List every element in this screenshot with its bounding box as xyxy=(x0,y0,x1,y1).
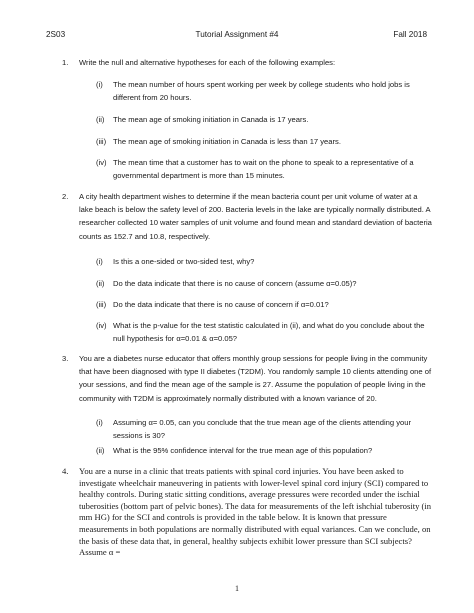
question-number: 1. xyxy=(62,58,69,67)
question-1 xyxy=(62,56,432,69)
part-text: Assuming α= 0.05, can you conclude that the true mean age of the clients attending your sessions is 30? xyxy=(113,418,411,441)
term: Fall 2018 xyxy=(393,30,427,39)
part-text: Do the data indicate that there is no cause of concern (assume α=0.05)? xyxy=(113,279,357,288)
question-text: You are a diabetes nurse educator that offers monthly group sessions for people living in the community that have been diagnosed with type II diabetes (T2DM). You randomly sample 10 clients attending one of your sessions, and find the mean age of the sample is 27. Assume the population of people living in the community with T2DM is approximately normally distributed with a known variance of 20. xyxy=(79,354,432,403)
part-label: (ii) xyxy=(96,279,105,288)
part-text: What is the p-value for the test statistic calculated in (ii), and what do you conclude about the null hypothesis for α=0.01 & α=0.05? xyxy=(113,321,425,344)
question-1-part-ii xyxy=(96,113,436,126)
part-label: (i) xyxy=(96,418,103,427)
part-label: (iv) xyxy=(96,158,107,167)
question-3 xyxy=(62,352,432,405)
question-2-part-i xyxy=(96,255,436,268)
question-3-part-i xyxy=(96,416,436,442)
document-title: Tutorial Assignment #4 xyxy=(195,30,279,39)
part-text: The mean age of smoking initiation in Canada is 17 years. xyxy=(113,115,309,124)
question-2-part-iii xyxy=(96,298,436,311)
question-number: 4. xyxy=(62,466,69,476)
question-number: 3. xyxy=(62,354,69,363)
question-1-part-iv xyxy=(96,156,436,182)
question-text: A city health department wishes to determine if the mean bacteria count per unit volume of water at a lake beach is below the safety level of 200. Bacteria levels in the lake are typically normally distributed. A researcher collected 10 water samples of unit volume and found mean and standard deviation of bacteria counts as 152.7 and 10.8, respectively. xyxy=(79,192,432,241)
part-label: (iv) xyxy=(96,321,107,330)
question-number: 2. xyxy=(62,192,69,201)
part-label: (i) xyxy=(96,257,103,266)
part-label: (ii) xyxy=(96,115,105,124)
part-label: (i) xyxy=(96,80,103,89)
question-1-part-iii xyxy=(96,135,436,148)
question-3-part-ii xyxy=(96,444,436,457)
question-4 xyxy=(62,466,434,559)
question-2 xyxy=(62,190,432,243)
part-text: The mean time that a customer has to wait on the phone to speak to a representative of a governmental department is more than 15 minutes. xyxy=(113,158,414,181)
page-number: 1 xyxy=(235,584,239,593)
question-2-part-iv xyxy=(96,319,436,345)
course-code: 2S03 xyxy=(46,30,66,39)
part-label: (iii) xyxy=(96,137,107,146)
question-text: You are a nurse in a clinic that treats patients with spinal cord injuries. You have been asked to investigate wheelchair maneuvering in patients with lower-level spinal cord injury (SCI) compared to healthy controls. During static sitting conditions, average pressures were recorded under the ischial tuberosities (bottom part of pelvic bones). The data for measurements of the left ishchial tuberosity (in mm HG) for the SCI and controls is provided in the table below. It is known that pressure measurements in both populations are normally distributed with equal variances. Can we conclude, on the basis of these data that, in general, healthy subjects exhibit lower pressure than SCI subjects? Assume α = xyxy=(79,466,432,558)
part-label: (iii) xyxy=(96,300,107,309)
part-text: Do the data indicate that there is no cause of concern if α=0.01? xyxy=(113,300,329,309)
question-1-part-i xyxy=(96,78,436,104)
part-text: What is the 95% confidence interval for the true mean age of this population? xyxy=(113,446,373,455)
part-text: The mean age of smoking initiation in Canada is less than 17 years. xyxy=(113,137,341,146)
question-2-part-ii xyxy=(96,277,436,290)
part-label: (ii) xyxy=(96,446,105,455)
part-text: Is this a one-sided or two-sided test, why? xyxy=(113,257,255,266)
question-text: Write the null and alternative hypotheses for each of the following examples: xyxy=(79,58,336,67)
part-text: The mean number of hours spent working per week by college students who hold jobs is different from 20 hours. xyxy=(113,80,410,103)
